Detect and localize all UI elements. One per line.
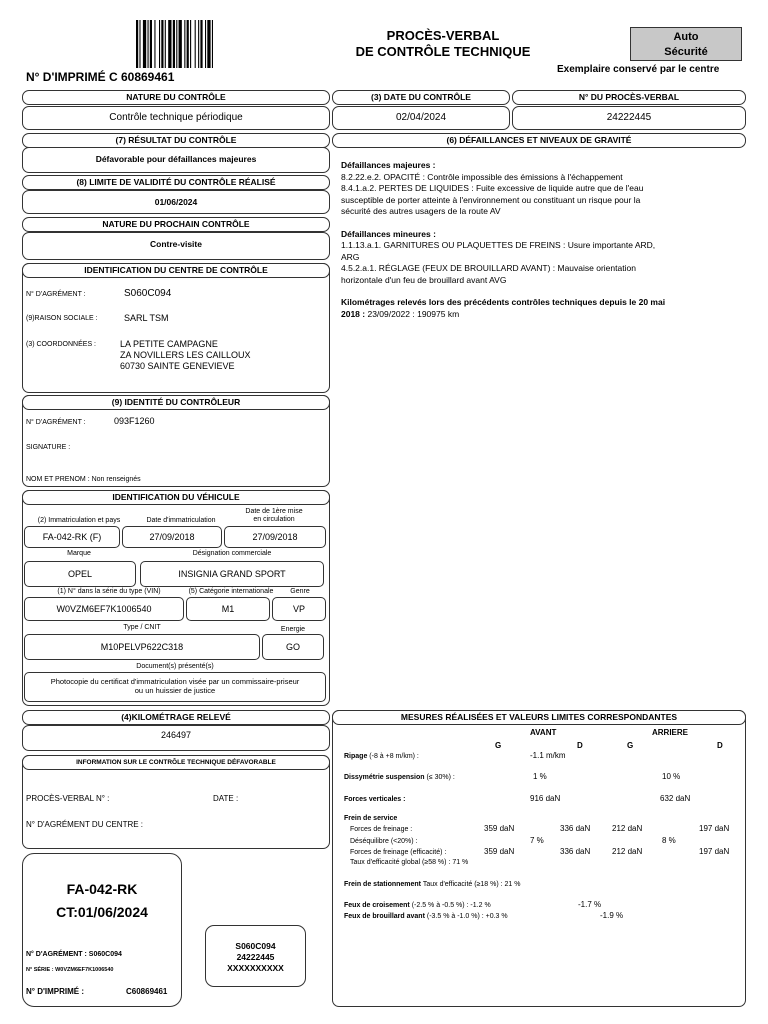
- mineure-item-cont: horizontale d'un feu de brouillard avant AVG: [341, 274, 507, 285]
- categorie-label: (5) Catégorie internationale: [188, 588, 274, 595]
- frein-service-title: Frein de service: [344, 815, 398, 822]
- vin-value: W0VZM6EF7K1006540: [24, 597, 184, 621]
- info-defav-header: INFORMATION SUR LE CONTRÔLE TECHNIQUE DÉFAVORABLE: [22, 755, 330, 770]
- majeure-item: 8.2.22.e.2. OPACITÉ : Contrôle impossible des émissions à l'échappement: [341, 171, 623, 182]
- croisement-title: Feux de croisement: [344, 902, 410, 909]
- dissym-limit: (≤ 30%) :: [424, 774, 455, 781]
- title-line-1: PROCÈS-VERBAL: [386, 28, 500, 43]
- col-avant-d: D: [577, 741, 583, 750]
- first-circ-line-1: Date de 1ère mise: [245, 508, 303, 515]
- ff-label: Forces de freinage :: [350, 826, 413, 833]
- croisement-row: [344, 901, 491, 910]
- avant-header: AVANT: [530, 728, 557, 737]
- centre-agrement-value: S060C094: [124, 288, 172, 299]
- title-line-2: DE CONTRÔLE TECHNIQUE: [355, 44, 531, 59]
- controleur-header: (9) IDENTITÉ DU CONTRÔLEUR: [22, 395, 330, 410]
- ffe-arriere-g: 212 daN: [612, 847, 643, 856]
- ffe-avant-g: 359 daN: [484, 847, 515, 856]
- energie-label: Energie: [280, 626, 306, 633]
- ripage-title: Ripage: [344, 753, 368, 760]
- signature-label: SIGNATURE :: [26, 444, 71, 451]
- ffe-avant-d: 336 daN: [560, 847, 591, 856]
- next-control-value: Contre-visite: [22, 232, 330, 260]
- deseq-arriere: 8 %: [662, 836, 676, 845]
- forces-avant: 916 daN: [530, 794, 561, 803]
- designation-label: Désignation commerciale: [192, 550, 272, 557]
- croisement-value: (-2.5 % à -0.5 %) : -1.2 %: [409, 902, 491, 909]
- brand-line-1: Auto: [673, 31, 699, 43]
- categorie-value: M1: [186, 597, 270, 621]
- majeure-item: 8.4.1.a.2. PERTES DE LIQUIDES : Fuite excessive de liquide autre que de l'eau: [341, 183, 644, 193]
- controleur-agrement-label: N° D'AGRÉMENT :: [26, 419, 86, 426]
- type-label: Type / CNIT: [123, 624, 161, 631]
- ripage-label: [344, 752, 419, 761]
- result-value: Défavorable pour défaillances majeures: [22, 147, 330, 173]
- validity-value: 01/06/2024: [22, 190, 330, 214]
- docs-line-1: Photocopie du certificat d'immatriculation visée par un commissaire-priseur: [50, 677, 300, 686]
- stationnement-title: Frein de stationnement: [344, 881, 422, 888]
- stamp-box: [205, 925, 306, 987]
- nature-header: NATURE DU CONTRÔLE: [22, 90, 330, 105]
- stamp-line-2: 24222445: [236, 952, 275, 962]
- stamp-line-1: S060C094: [235, 941, 276, 951]
- energie-value: GO: [262, 634, 324, 660]
- sticker-agrement: N° D'AGRÉMENT : S060C094: [26, 951, 122, 958]
- mineure-item: 4.5.2.a.1. RÉGLAGE (FEUX DE BROUILLARD AVANT) : Mauvaise orientation: [341, 263, 636, 273]
- date-immat-label: Date d'immatriculation: [146, 517, 216, 524]
- page-title: [340, 28, 546, 60]
- marque-label: Marque: [67, 550, 91, 557]
- dissym-title: Dissymétrie suspension: [344, 774, 425, 781]
- km-header: (4)KILOMÉTRAGE RELEVÉ: [22, 710, 330, 725]
- taux-global: Taux d'efficacité global (≥58 %) : 71 %: [350, 859, 469, 866]
- ripage-value: -1.1 m/km: [530, 751, 566, 760]
- arriere-header: ARRIERE: [652, 728, 689, 737]
- majeure-item-cont: susceptible de porter atteinte à l'environnement ou constituant un risque pour la: [341, 194, 641, 205]
- marque-value: OPEL: [24, 561, 136, 587]
- km-history-value: [341, 309, 665, 321]
- centre-section: [22, 263, 330, 393]
- brouillard-title: Feux de brouillard avant: [344, 913, 425, 920]
- deseq-avant: 7 %: [530, 836, 544, 845]
- ff-arriere-g: 212 daN: [612, 824, 643, 833]
- nom-prenom-label: NOM ET PRENOM : Non renseignés: [26, 476, 141, 483]
- brouillard-value: (-3.5 % à -1.0 %) : +0.3 %: [424, 913, 508, 920]
- date-value: 02/04/2024: [332, 106, 510, 130]
- brouillard-row: [344, 912, 508, 921]
- stationnement-row: [344, 880, 521, 889]
- next-control-header: NATURE DU PROCHAIN CONTRÔLE: [22, 217, 330, 232]
- dissym-arriere: 10 %: [662, 772, 681, 781]
- pv-number-header: N° DU PROCÈS-VERBAL: [512, 90, 746, 105]
- km-history-title: Kilométrages relevés lors des précédents contrôles techniques depuis le 20 mai: [341, 297, 666, 307]
- designation-value: INSIGNIA GRAND SPORT: [140, 561, 324, 587]
- km-history-year: 2018 :: [341, 308, 366, 319]
- sticker-ct-date: CT:01/06/2024: [56, 904, 148, 920]
- date-header: (3) DATE DU CONTRÔLE: [332, 90, 510, 105]
- immat-label: (2) Immatriculation et pays: [37, 517, 121, 524]
- barcode: [136, 20, 236, 68]
- mineures-title: Défaillances mineures :: [341, 228, 436, 239]
- forces-label: Forces verticales :: [344, 796, 406, 803]
- centre-raison-label: (9)RAISON SOCIALE :: [26, 315, 98, 322]
- brand-line-2: Sécurité: [664, 46, 708, 58]
- km-history-entry: 23/09/2022 : 190975 km: [365, 308, 460, 319]
- ripage-limit: (-8 à +8 m/km) :: [367, 753, 419, 760]
- dissym-avant: 1 %: [533, 772, 547, 781]
- first-circulation-value: 27/09/2018: [224, 526, 326, 548]
- controleur-agrement-value: 093F1260: [114, 416, 155, 426]
- mesures-header: MESURES RÉALISÉES ET VALEURS LIMITES CORRESPONDANTES: [332, 710, 746, 725]
- info-pv-label: PROCÈS-VERBAL N° :: [26, 794, 110, 803]
- immat-value: FA-042-RK (F): [24, 526, 120, 548]
- centre-agrement-label: N° D'AGRÉMENT :: [26, 291, 86, 298]
- deseq-label: Déséquilibre (<20%) :: [350, 838, 418, 845]
- sticker-serie: N° SÉRIE : W0VZM6EF7K1006540: [26, 967, 114, 973]
- centre-address: [120, 339, 251, 372]
- mineure-item-cont: ARG: [341, 251, 360, 262]
- ff-avant-g: 359 daN: [484, 824, 515, 833]
- defaillances-header: (6) DÉFAILLANCES ET NIVEAUX DE GRAVITÉ: [332, 133, 746, 148]
- info-date-label: DATE :: [213, 794, 239, 803]
- col-arriere-g: G: [627, 741, 634, 750]
- defaillances-list: [341, 160, 665, 320]
- genre-label: Genre: [290, 588, 310, 595]
- vin-label: (1) N° dans la série du type (VIN): [57, 588, 161, 595]
- first-circ-line-2: en circulation: [253, 516, 295, 523]
- stamp-line-3: XXXXXXXXXX: [227, 963, 284, 973]
- brand-badge: [630, 27, 742, 61]
- address-line-1: LA PETITE CAMPAGNE: [120, 339, 218, 349]
- ct-sticker: [22, 853, 182, 1007]
- docs-label: Document(s) présenté(s): [136, 663, 214, 670]
- address-line-3: 60730 SAINTE GENEVIEVE: [120, 361, 235, 371]
- col-arriere-d: D: [717, 741, 723, 750]
- ff-arriere-d: 197 daN: [699, 824, 730, 833]
- mineure-item: 1.1.13.a.1. GARNITURES OU PLAQUETTES DE FREINS : Usure importante ARD,: [341, 240, 656, 250]
- dissym-label: [344, 773, 455, 782]
- validity-header: (8) LIMITE DE VALIDITÉ DU CONTRÔLE RÉALISÉ: [22, 175, 330, 190]
- centre-raison-value: SARL TSM: [124, 313, 169, 323]
- centre-header: IDENTIFICATION DU CENTRE DE CONTRÔLE: [22, 263, 330, 278]
- ffe-label: Forces de freinage (efficacité) :: [350, 849, 447, 856]
- info-agrement-label: N° D'AGRÉMENT DU CENTRE :: [26, 820, 144, 829]
- brouillard-right: -1.9 %: [600, 911, 624, 920]
- majeures-title: Défaillances majeures :: [341, 160, 436, 170]
- result-header: (7) RÉSULTAT DU CONTRÔLE: [22, 133, 330, 148]
- centre-coord-label: (3) COORDONNÉES :: [26, 341, 97, 348]
- imprime-number: N° D'IMPRIMÉ C 60869461: [26, 70, 175, 84]
- address-line-2: ZA NOVILLERS LES CAILLOUX: [120, 350, 251, 360]
- nature-value: Contrôle technique périodique: [22, 106, 330, 130]
- km-value: 246497: [22, 725, 330, 751]
- forces-arriere: 632 daN: [660, 794, 691, 803]
- genre-value: VP: [272, 597, 326, 621]
- first-circulation-label: [224, 508, 324, 524]
- copy-note: Exemplaire conservé par le centre: [557, 64, 720, 75]
- pv-number-value: 24222445: [512, 106, 746, 130]
- stationnement-value: Taux d'efficacité (≥18 %) : 21 %: [421, 881, 521, 888]
- ff-avant-d: 336 daN: [560, 824, 591, 833]
- croisement-right: -1.7 %: [578, 900, 602, 909]
- type-value: M10PELVP622C318: [24, 634, 260, 660]
- sticker-imprime-value: C60869461: [126, 987, 168, 996]
- date-immat-value: 27/09/2018: [122, 526, 222, 548]
- ffe-arriere-d: 197 daN: [699, 847, 730, 856]
- vehicle-header: IDENTIFICATION DU VÉHICULE: [22, 490, 330, 505]
- sticker-imprime-label: N° D'IMPRIMÉ :: [26, 987, 84, 996]
- docs-value: [24, 672, 326, 702]
- docs-line-2: ou un huissier de justice: [134, 686, 216, 695]
- sticker-plate: FA-042-RK: [66, 881, 138, 897]
- majeure-item-cont: sécurité des autres usagers de la route AV: [341, 206, 501, 216]
- col-avant-g: G: [495, 741, 502, 750]
